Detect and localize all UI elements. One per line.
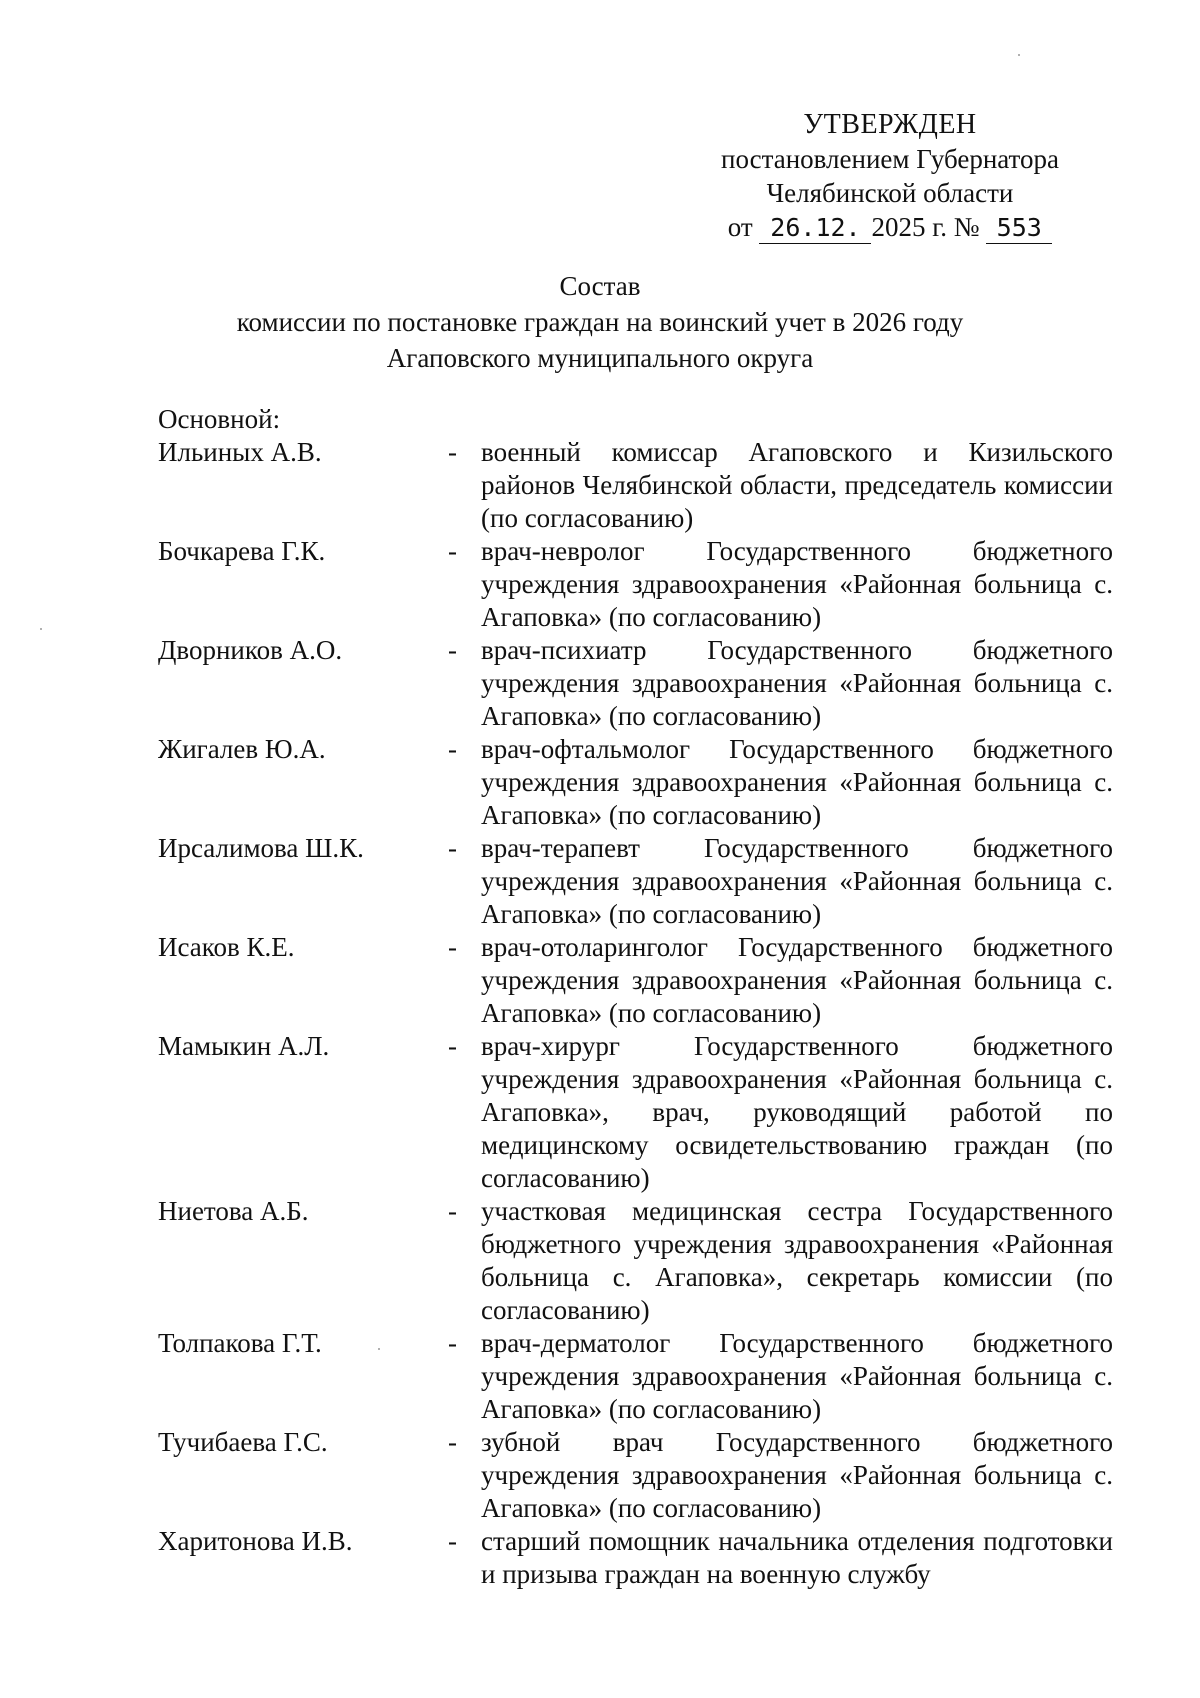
member-dash: - bbox=[448, 536, 457, 566]
document-heading bbox=[120, 268, 1080, 376]
approval-stamp-block bbox=[700, 108, 1080, 244]
approval-date-line bbox=[700, 210, 1080, 244]
member-name: Мамыкин А.Л. bbox=[158, 1031, 330, 1061]
approval-number-value: 553 bbox=[986, 213, 1052, 244]
member-row bbox=[158, 1426, 1113, 1525]
member-name: Толпакова Г.Т. bbox=[158, 1328, 322, 1358]
member-description: старший помощник начальника отделения подготовки и призыва граждан на военную службу bbox=[481, 1526, 1113, 1589]
member-name: Жигалев Ю.А. bbox=[158, 734, 326, 764]
member-row bbox=[158, 436, 1113, 535]
member-description: военный комиссар Агаповского и Кизильского районов Челябинской области, председатель комиссии (по согласованию) bbox=[481, 437, 1113, 533]
member-name: Ирсалимова Ш.К. bbox=[158, 833, 364, 863]
member-dash: - bbox=[448, 734, 457, 764]
member-description: врач-хирург Государственного бюджетного учреждения здравоохранения «Районная больница с. Агаповка», врач, руководящий работой по медицинскому освидетельствованию граждан (по согласованию) bbox=[481, 1031, 1113, 1193]
scan-speck bbox=[378, 1348, 380, 1350]
member-dash: - bbox=[448, 1031, 457, 1061]
approval-year-suffix: 2025 г. № bbox=[871, 212, 980, 242]
scan-speck bbox=[40, 628, 42, 630]
member-description: врач-невролог Государственного бюджетного учреждения здравоохранения «Районная больница с. Агаповка» (по согласованию) bbox=[481, 536, 1113, 632]
member-description: врач-дерматолог Государственного бюджетного учреждения здравоохранения «Районная больница с. Агаповка» (по согласованию) bbox=[481, 1328, 1113, 1424]
members-list bbox=[158, 436, 1113, 1591]
member-dash: - bbox=[448, 1526, 457, 1556]
member-name: Тучибаева Г.С. bbox=[158, 1427, 328, 1457]
member-row bbox=[158, 1327, 1113, 1426]
member-description: врач-психиатр Государственного бюджетного учреждения здравоохранения «Районная больница с. Агаповка» (по согласованию) bbox=[481, 635, 1113, 731]
member-description: участковая медицинская сестра Государственного бюджетного учреждения здравоохранения «Районная больница с. Агаповка», секретарь комиссии (по согласованию) bbox=[481, 1196, 1113, 1325]
approval-title: УТВЕРЖДЕН bbox=[803, 109, 977, 140]
member-row bbox=[158, 733, 1113, 832]
member-row bbox=[158, 535, 1113, 634]
member-dash: - bbox=[448, 833, 457, 863]
heading-title: Состав bbox=[559, 271, 641, 301]
approval-date-prefix: от bbox=[727, 212, 753, 242]
member-row bbox=[158, 931, 1113, 1030]
member-name: Дворников А.О. bbox=[158, 635, 343, 665]
member-dash: - bbox=[448, 1328, 457, 1358]
member-dash: - bbox=[448, 437, 457, 467]
member-name: Исаков К.Е. bbox=[158, 932, 295, 962]
approval-line-1: постановлением Губернатора bbox=[721, 144, 1059, 174]
member-name: Бочкарева Г.К. bbox=[158, 536, 326, 566]
section-label-main: Основной: bbox=[158, 404, 281, 434]
heading-line-1: комиссии по постановке граждан на воинский учет в 2026 году bbox=[236, 307, 964, 337]
member-row bbox=[158, 634, 1113, 733]
member-row bbox=[158, 1195, 1113, 1327]
member-description: врач-отоларинголог Государственного бюджетного учреждения здравоохранения «Районная больница с. Агаповка» (по согласованию) bbox=[481, 932, 1113, 1028]
member-dash: - bbox=[448, 1196, 457, 1226]
approval-line-2: Челябинской области bbox=[766, 178, 1014, 208]
member-row bbox=[158, 832, 1113, 931]
heading-line-2: Агаповского муниципального округа bbox=[386, 343, 814, 373]
member-dash: - bbox=[448, 1427, 457, 1457]
member-row bbox=[158, 1030, 1113, 1195]
member-description: врач-офтальмолог Государственного бюджетного учреждения здравоохранения «Районная больница с. Агаповка» (по согласованию) bbox=[481, 734, 1113, 830]
member-description: зубной врач Государственного бюджетного учреждения здравоохранения «Районная больница с. Агаповка» (по согласованию) bbox=[481, 1427, 1113, 1523]
approval-date-value: 26.12. bbox=[759, 213, 871, 244]
member-name: Ниетова А.Б. bbox=[158, 1196, 309, 1226]
member-description: врач-терапевт Государственного бюджетного учреждения здравоохранения «Районная больница с. Агаповка» (по согласованию) bbox=[481, 833, 1113, 929]
member-dash: - bbox=[448, 932, 457, 962]
member-row bbox=[158, 1525, 1113, 1591]
member-dash: - bbox=[448, 635, 457, 665]
scan-speck bbox=[1018, 54, 1020, 56]
member-name: Харитонова И.В. bbox=[158, 1526, 353, 1556]
member-name: Ильиных А.В. bbox=[158, 437, 322, 467]
